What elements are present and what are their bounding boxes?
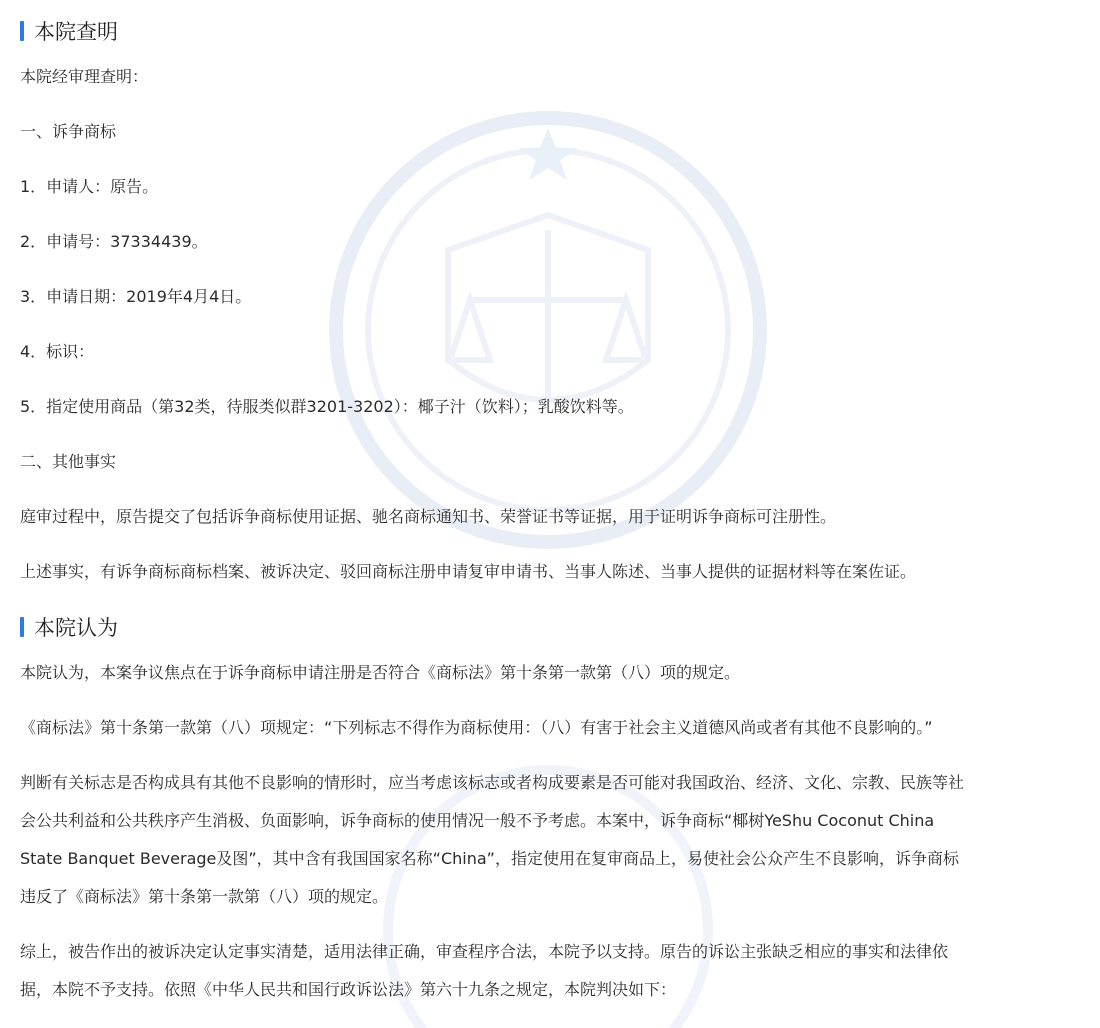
heading-accent-bar — [20, 617, 24, 637]
section-title: 本院认为 — [34, 616, 118, 640]
paragraph: 本院认为，本案争议焦点在于诉争商标申请注册是否符合《商标法》第十条第一款第（八）项的规定。 — [20, 663, 741, 682]
paragraph: 1．申请人：原告。 — [20, 177, 159, 196]
paragraph: 一、诉争商标 — [20, 122, 117, 141]
paragraph: 4．标识： — [20, 342, 95, 361]
paragraph: 5．指定使用商品（第32类，待服类似群3201-3202）：椰子汁（饮料）；乳酸饮料等。 — [20, 397, 634, 416]
paragraph-line: 判断有关标志是否构成具有其他不良影响的情形时，应当考虑该标志或者构成要素是否可能对我国政治、经济、文化、宗教、民族等社 — [20, 773, 965, 792]
paragraph: 庭审过程中，原告提交了包括诉争商标使用证据、驰名商标通知书、荣誉证书等证据，用于证明诉争商标可注册性。 — [20, 507, 837, 526]
paragraph-line: State Banquet Beverage及图”，其中含有我国国家名称“China”，指定使用在复审商品上，易使社会公众产生不良影响，诉争商标 — [20, 849, 959, 868]
paragraph-line: 综上，被告作出的被诉决定认定事实清楚，适用法律正确，审查程序合法，本院予以支持。原告的诉讼主张缺乏相应的事实和法律依 — [20, 942, 949, 961]
paragraph: 本院经审理查明： — [20, 67, 149, 86]
paragraph-line: 会公共利益和公共秩序产生消极、负面影响，诉争商标的使用情况一般不予考虑。本案中，诉争商标“椰树YeShu Coconut China — [20, 811, 935, 830]
section-heading-findings — [20, 17, 1090, 45]
section-heading-opinion — [20, 613, 1090, 641]
paragraph-line: 据，本院不予支持。依照《中华人民共和国行政诉讼法》第六十九条之规定，本院判决如下： — [20, 980, 677, 999]
paragraph: 二、其他事实 — [20, 452, 117, 471]
paragraph: 上述事实，有诉争商标商标档案、被诉决定、驳回商标注册申请复审申请书、当事人陈述、当事人提供的证据材料等在案佐证。 — [20, 562, 917, 581]
paragraph: 3．申请日期：2019年4月4日。 — [20, 287, 252, 306]
paragraph: 2．申请号：37334439。 — [20, 232, 208, 251]
section-title: 本院查明 — [34, 20, 118, 44]
paragraph: 《商标法》第十条第一款第（八）项规定：“下列标志不得作为商标使用：（八）有害于社会主义道德风尚或者有其他不良影响的。” — [20, 718, 933, 737]
heading-accent-bar — [20, 21, 24, 41]
paragraph-line: 违反了《商标法》第十条第一款第（八）项的规定。 — [20, 887, 389, 906]
